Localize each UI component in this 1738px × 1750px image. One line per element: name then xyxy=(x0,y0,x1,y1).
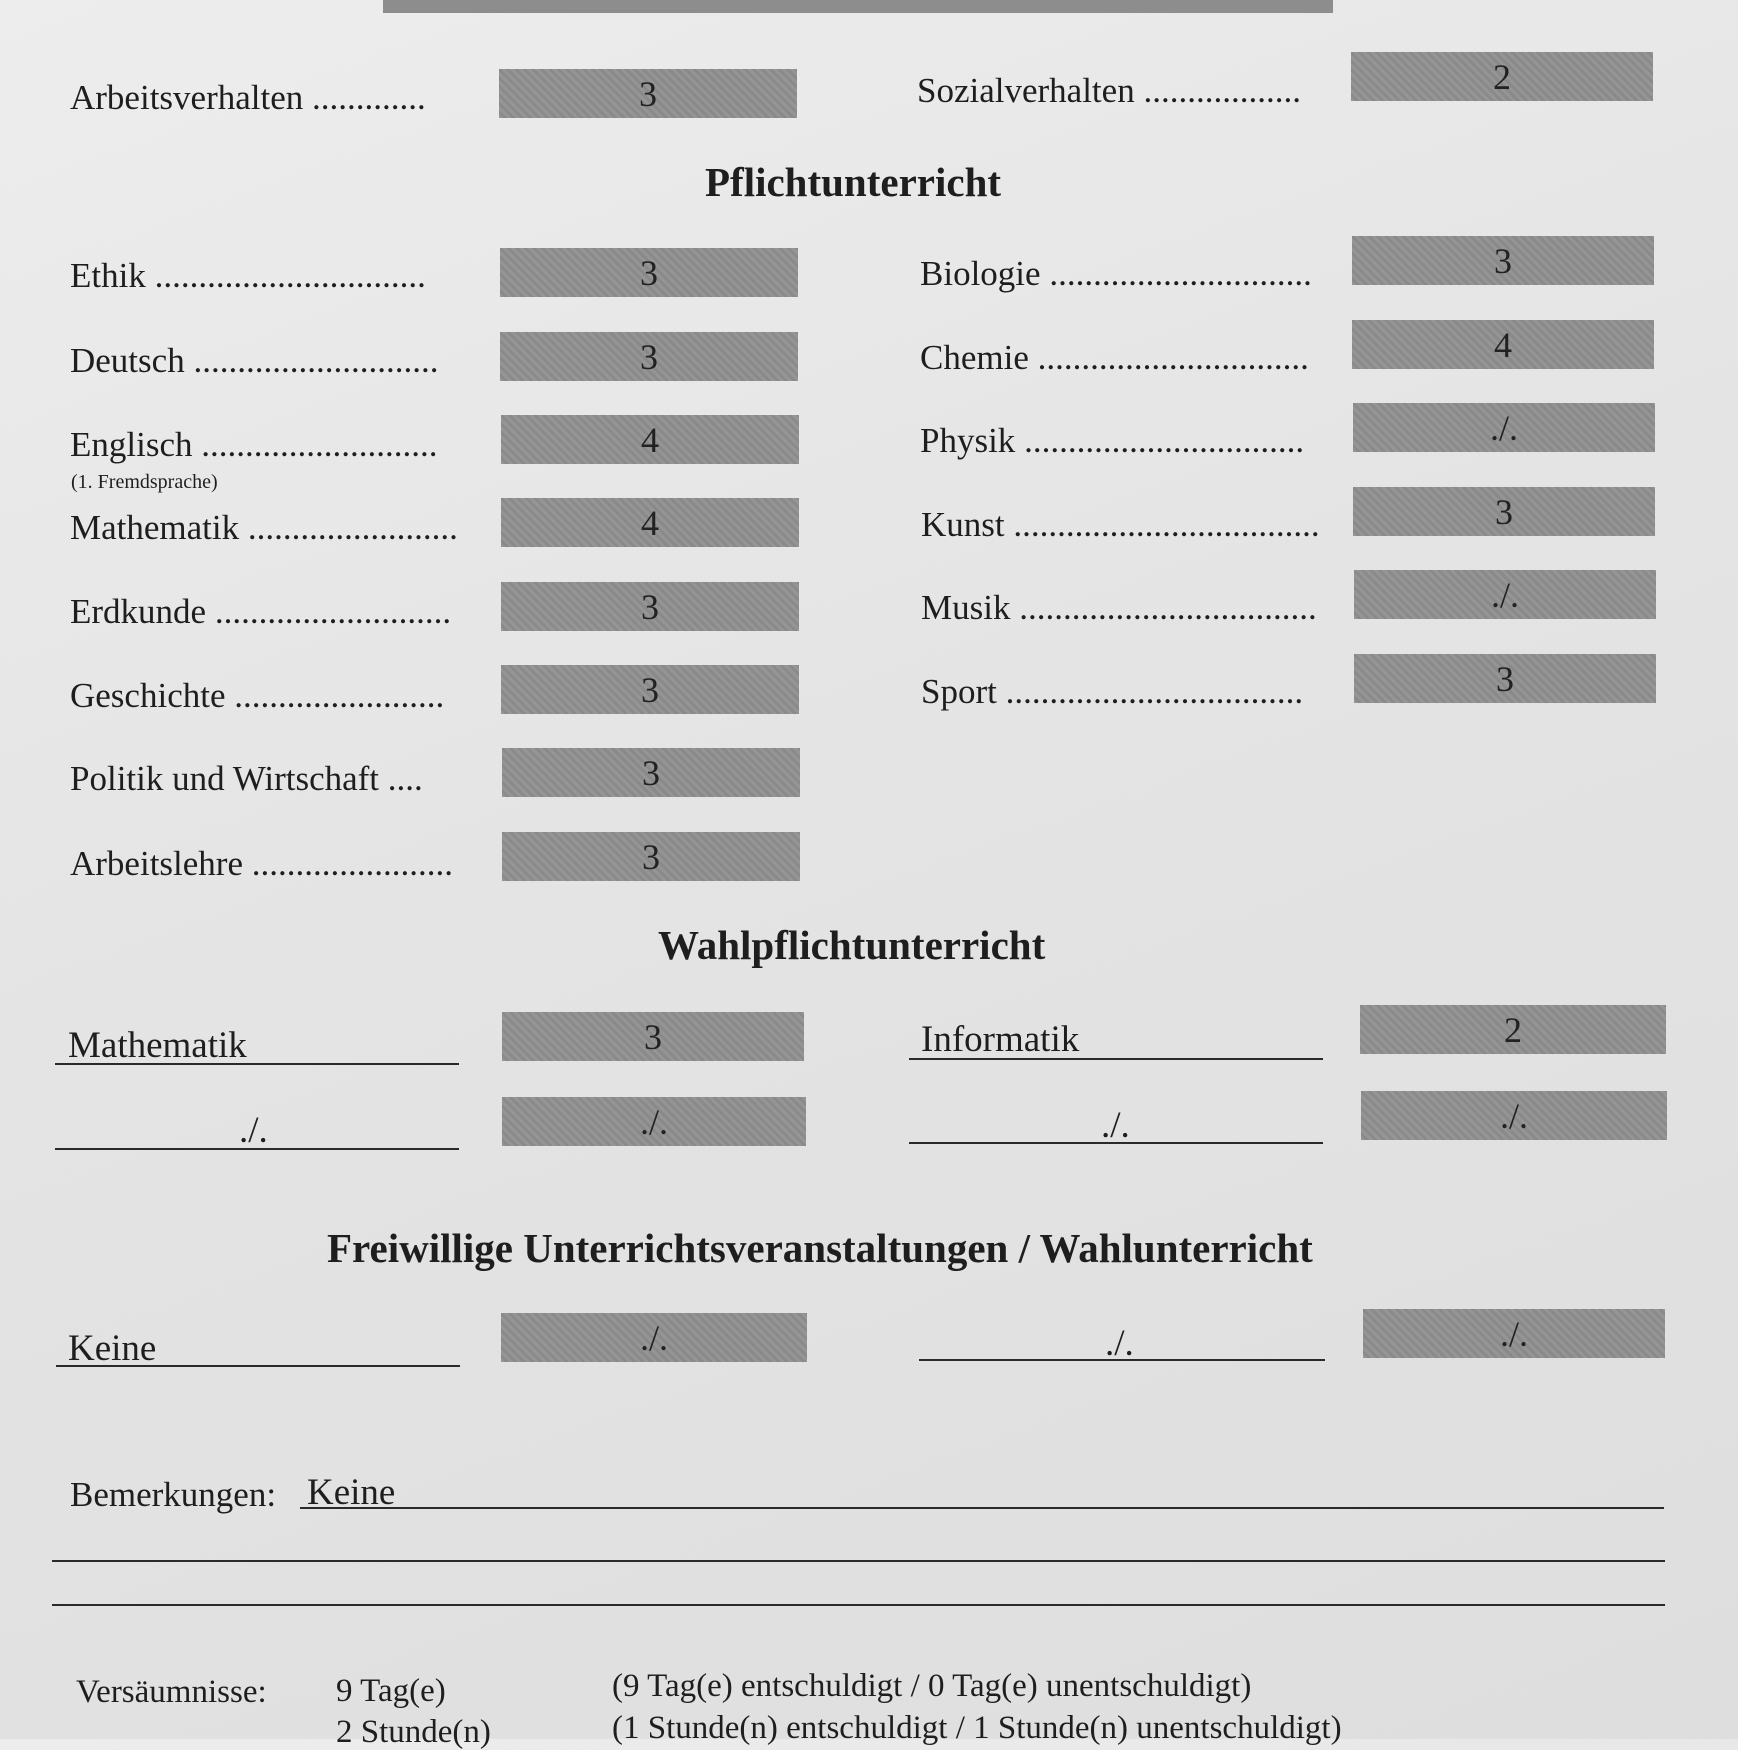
leader-dots: .................. xyxy=(1143,71,1301,110)
subject-name: Erdkunde xyxy=(70,592,207,631)
write-line xyxy=(55,1148,459,1150)
leader-dots: ....................... xyxy=(251,844,453,883)
subject-name: Politik und Wirtschaft xyxy=(70,759,380,798)
grade-politik-und-wirtschaft xyxy=(502,748,800,797)
grade-physik xyxy=(1353,403,1655,452)
subject-row-musik xyxy=(921,590,1317,625)
subject-name: Chemie xyxy=(920,338,1029,377)
leader-dots: ........................ xyxy=(247,508,458,547)
remarks-line-1 xyxy=(300,1507,1664,1509)
leader-dots: .............................. xyxy=(1049,254,1312,293)
leader-dots: ................................... xyxy=(1013,505,1320,544)
work-behavior-label xyxy=(70,80,426,115)
grade-value: 3 xyxy=(642,836,660,877)
subject-name: Biologie xyxy=(920,254,1041,293)
elective-grade-2 xyxy=(1360,1005,1666,1054)
grade-englisch xyxy=(501,415,799,464)
grade-value: 3 xyxy=(641,669,659,710)
subject-name: Mathematik xyxy=(70,508,240,547)
write-line xyxy=(919,1359,1325,1361)
subject-row-erdkunde xyxy=(70,594,451,629)
remarks-line-3 xyxy=(52,1604,1665,1606)
leader-dots: ........................... xyxy=(201,425,438,464)
subject-row-geschichte xyxy=(70,678,444,713)
grade-ethik xyxy=(500,248,798,297)
leader-dots: ............................... xyxy=(154,256,426,295)
leader-dots: ........................... xyxy=(214,592,452,631)
elective-subject-4: ./. xyxy=(1101,1105,1130,1146)
absence-days-detail: (9 Tag(e) entschuldigt / 0 Tag(e) unentschuldigt) xyxy=(612,1668,1252,1704)
subject-row-englisch xyxy=(70,427,437,462)
elective-subject-3: ./. xyxy=(239,1110,268,1151)
elective-subject-2: Informatik xyxy=(921,1019,1080,1060)
leader-dots: .... xyxy=(387,759,423,798)
grade-value: ./. xyxy=(1490,574,1519,615)
subject-row-politik-und-wirtschaft xyxy=(70,761,423,796)
work-behavior-text: Arbeitsverhalten xyxy=(70,78,304,117)
leader-dots: .................................. xyxy=(1019,588,1317,627)
grade-value: 4 xyxy=(641,502,659,543)
grade-value: ./. xyxy=(1499,1313,1528,1354)
grade-value: ./. xyxy=(1499,1095,1528,1136)
grade-value: 3 xyxy=(1496,658,1514,699)
section-title-voluntary: Freiwillige Unterrichtsveranstaltungen / Wahlunterricht xyxy=(327,1225,1313,1271)
grade-mathematik xyxy=(501,498,799,547)
grade-deutsch xyxy=(500,332,798,381)
subject-row-biologie xyxy=(920,256,1312,291)
subject-row-chemie xyxy=(920,340,1309,375)
absence-days: 9 Tag(e) xyxy=(336,1673,446,1709)
grade-value: 3 xyxy=(641,586,659,627)
work-behavior-grade xyxy=(499,69,797,118)
grade-value: 4 xyxy=(1494,324,1512,365)
subject-name: Englisch xyxy=(70,425,193,464)
social-behavior-text: Sozialverhalten xyxy=(917,71,1135,110)
grade-value: 3 xyxy=(1494,240,1512,281)
absence-hours-detail: (1 Stunde(n) entschuldigt / 1 Stunde(n) unentschuldigt) xyxy=(612,1710,1342,1746)
write-line xyxy=(55,1063,459,1065)
grade-value: ./. xyxy=(639,1317,668,1358)
write-line xyxy=(909,1058,1323,1060)
grade-musik xyxy=(1354,570,1656,619)
subject-row-ethik xyxy=(70,258,426,293)
leader-dots: ............. xyxy=(312,78,426,117)
grade-value: 2 xyxy=(1493,56,1511,97)
subject-name: Ethik xyxy=(70,256,146,295)
subject-name: Geschichte xyxy=(70,676,226,715)
elective-grade-1 xyxy=(502,1012,804,1061)
absence-hours: 2 Stunde(n) xyxy=(336,1714,491,1750)
write-line xyxy=(56,1365,460,1367)
subject-name: Kunst xyxy=(921,505,1005,544)
subject-row-physik xyxy=(920,423,1304,458)
write-line xyxy=(909,1142,1323,1144)
leader-dots: ........................ xyxy=(234,676,445,715)
subject-name: Physik xyxy=(920,421,1016,460)
subject-row-kunst xyxy=(921,507,1320,542)
subject-note-englisch: (1. Fremdsprache) xyxy=(71,471,218,493)
social-behavior-grade xyxy=(1351,52,1653,101)
top-gray-bar xyxy=(383,0,1333,13)
subject-name: Deutsch xyxy=(70,341,185,380)
elective-subject-1: Mathematik xyxy=(68,1025,247,1066)
voluntary-subject-1: Keine xyxy=(68,1328,157,1369)
elective-grade-4 xyxy=(1361,1091,1667,1140)
section-title-mandatory: Pflichtunterricht xyxy=(705,159,1002,205)
grade-geschichte xyxy=(501,665,799,714)
grade-chemie xyxy=(1352,320,1654,369)
subject-name: Musik xyxy=(921,588,1011,627)
grade-value: 2 xyxy=(1504,1009,1522,1050)
grade-arbeitslehre xyxy=(502,832,800,881)
subject-row-mathematik xyxy=(70,510,458,545)
voluntary-subject-2: ./. xyxy=(1105,1323,1134,1364)
grade-value: 3 xyxy=(644,1016,662,1057)
remarks-label: Bemerkungen: xyxy=(70,1475,277,1514)
leader-dots: ............................ xyxy=(193,341,439,380)
voluntary-grade-2 xyxy=(1363,1309,1665,1358)
grade-value: 3 xyxy=(642,752,660,793)
subject-name: Sport xyxy=(921,672,997,711)
voluntary-grade-1 xyxy=(501,1313,807,1362)
leader-dots: ................................ xyxy=(1024,421,1305,460)
leader-dots: .................................. xyxy=(1005,672,1304,711)
leader-dots: ............................... xyxy=(1037,338,1309,377)
grade-value: 3 xyxy=(640,336,658,377)
grade-value: ./. xyxy=(1489,407,1518,448)
grade-value: 3 xyxy=(639,73,657,114)
subject-row-sport xyxy=(921,674,1303,709)
subject-row-arbeitslehre xyxy=(70,846,453,881)
social-behavior-label xyxy=(917,73,1301,108)
remarks-line-2 xyxy=(52,1560,1665,1562)
grade-kunst xyxy=(1353,487,1655,536)
elective-grade-3 xyxy=(502,1097,806,1146)
subject-row-deutsch xyxy=(70,343,438,378)
grade-value: 3 xyxy=(1495,491,1513,532)
grade-biologie xyxy=(1352,236,1654,285)
remarks-value: Keine xyxy=(307,1472,396,1513)
grade-sport xyxy=(1354,654,1656,703)
subject-name: Arbeitslehre xyxy=(70,844,243,883)
grade-erdkunde xyxy=(501,582,799,631)
grade-value: 3 xyxy=(640,252,658,293)
grade-value: 4 xyxy=(641,419,659,460)
grade-value: ./. xyxy=(639,1101,668,1142)
section-title-elective-mandatory: Wahlpflichtunterricht xyxy=(658,922,1046,968)
absences-label: Versäumnisse: xyxy=(76,1674,267,1710)
